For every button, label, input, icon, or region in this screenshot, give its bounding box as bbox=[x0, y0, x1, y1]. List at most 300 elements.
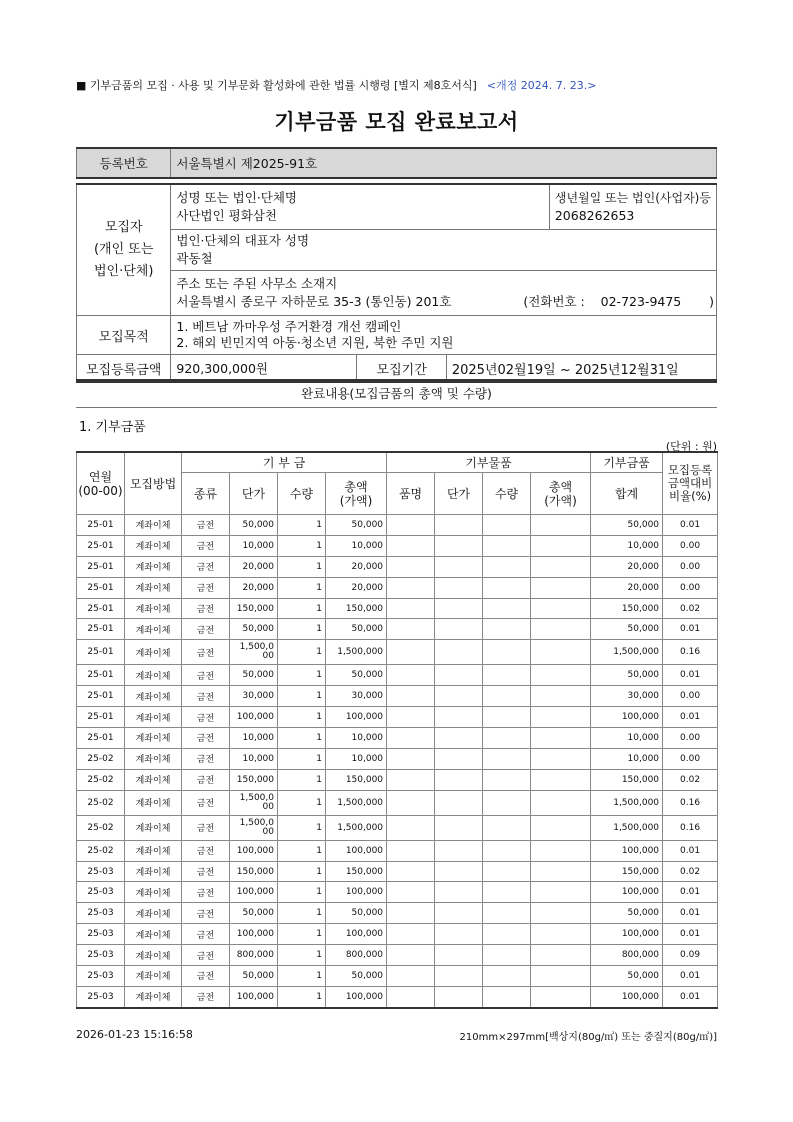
cell-goods-amount bbox=[531, 882, 591, 903]
cell-item bbox=[387, 665, 435, 686]
cell-qty: 1 bbox=[278, 945, 326, 966]
cell-goods-qty bbox=[483, 665, 531, 686]
cell-goods-amount bbox=[531, 966, 591, 987]
cell-unit-price: 50,000 bbox=[230, 665, 278, 686]
cell-amount: 50,000 bbox=[326, 515, 387, 536]
cell-goods-unit-price bbox=[435, 840, 483, 861]
cell-ratio: 0.00 bbox=[663, 728, 718, 749]
cell-month: 25-03 bbox=[77, 861, 125, 882]
cell-goods-qty bbox=[483, 640, 531, 665]
cell-amount: 100,000 bbox=[326, 707, 387, 728]
cell-goods-qty bbox=[483, 748, 531, 769]
cell-goods-qty bbox=[483, 769, 531, 790]
cell-amount: 1,500,000 bbox=[326, 815, 387, 840]
cell-item bbox=[387, 535, 435, 556]
cell-kind: 금전 bbox=[182, 535, 230, 556]
cell-unit-price: 10,000 bbox=[230, 535, 278, 556]
cell-ratio: 0.01 bbox=[663, 924, 718, 945]
cell-amount: 150,000 bbox=[326, 769, 387, 790]
phone-value: 02-723-9475 bbox=[600, 294, 682, 309]
cell-method: 계좌이체 bbox=[125, 815, 182, 840]
cell-kind: 금전 bbox=[182, 665, 230, 686]
cell-unit-price: 30,000 bbox=[230, 686, 278, 707]
cell-amount: 50,000 bbox=[326, 966, 387, 987]
addr-value: 서울특별시 종로구 자하문로 35-3 (통인동) 201호 bbox=[176, 294, 452, 309]
cell-amount: 50,000 bbox=[326, 903, 387, 924]
cell-sum: 50,000 bbox=[591, 619, 663, 640]
cell-method: 계좌이체 bbox=[125, 861, 182, 882]
cell-goods-qty bbox=[483, 815, 531, 840]
cell-goods-unit-price bbox=[435, 945, 483, 966]
cell-kind: 금전 bbox=[182, 619, 230, 640]
print-timestamp: 2026-01-23 15:16:58 bbox=[76, 1028, 193, 1041]
cell-amount: 20,000 bbox=[326, 577, 387, 598]
cell-item bbox=[387, 556, 435, 577]
cell-month: 25-02 bbox=[77, 815, 125, 840]
cell-amount: 150,000 bbox=[326, 598, 387, 619]
cell-ratio: 0.00 bbox=[663, 535, 718, 556]
cell-qty: 1 bbox=[278, 986, 326, 1007]
cell-goods-qty bbox=[483, 882, 531, 903]
cell-ratio: 0.01 bbox=[663, 882, 718, 903]
birth-label: 생년월일 또는 법인(사업자)등 bbox=[554, 191, 711, 205]
cell-qty: 1 bbox=[278, 598, 326, 619]
cell-method: 계좌이체 bbox=[125, 769, 182, 790]
cell-month: 25-03 bbox=[77, 945, 125, 966]
period-value: 2025년02월19일 ~ 2025년12월31일 bbox=[446, 355, 716, 383]
cell-goods-amount bbox=[531, 748, 591, 769]
cell-amount: 800,000 bbox=[326, 945, 387, 966]
cell-amount: 50,000 bbox=[326, 619, 387, 640]
cell-kind: 금전 bbox=[182, 577, 230, 598]
table-row bbox=[77, 903, 718, 924]
cell-method: 계좌이체 bbox=[125, 707, 182, 728]
cell-amount: 10,000 bbox=[326, 748, 387, 769]
cell-goods-unit-price bbox=[435, 861, 483, 882]
cell-item bbox=[387, 790, 435, 815]
law-reference bbox=[76, 77, 597, 93]
cell-goods-unit-price bbox=[435, 924, 483, 945]
cell-goods-qty bbox=[483, 790, 531, 815]
cell-kind: 금전 bbox=[182, 748, 230, 769]
cell-qty: 1 bbox=[278, 728, 326, 749]
cell-method: 계좌이체 bbox=[125, 515, 182, 536]
addr-label: 주소 또는 주된 사무소 소재지 bbox=[176, 276, 338, 291]
cell-qty: 1 bbox=[278, 882, 326, 903]
cell-sum: 20,000 bbox=[591, 556, 663, 577]
cell-kind: 금전 bbox=[182, 556, 230, 577]
table-row bbox=[77, 665, 718, 686]
cell-sum: 50,000 bbox=[591, 665, 663, 686]
cell-month: 25-01 bbox=[77, 640, 125, 665]
table-row bbox=[77, 966, 718, 987]
cell-goods-unit-price bbox=[435, 903, 483, 924]
birth-cell bbox=[549, 184, 716, 230]
cell-method: 계좌이체 bbox=[125, 966, 182, 987]
table-row bbox=[77, 686, 718, 707]
section-1-title: 1. 기부금품 bbox=[79, 420, 146, 435]
cell-item bbox=[387, 861, 435, 882]
cell-goods-amount bbox=[531, 515, 591, 536]
cell-unit-price: 20,000 bbox=[230, 556, 278, 577]
cell-sum: 1,500,000 bbox=[591, 815, 663, 840]
cell-method: 계좌이체 bbox=[125, 535, 182, 556]
cell-month: 25-03 bbox=[77, 966, 125, 987]
table-row bbox=[77, 728, 718, 749]
cell-method: 계좌이체 bbox=[125, 640, 182, 665]
table-row bbox=[77, 815, 718, 840]
amount-value: 920,300,000원 bbox=[171, 355, 357, 383]
cell-qty: 1 bbox=[278, 903, 326, 924]
cell-goods-qty bbox=[483, 686, 531, 707]
cell-goods-qty bbox=[483, 945, 531, 966]
amendment-date: <개정 2024. 7. 23.> bbox=[486, 79, 597, 92]
cell-unit-price: 800,000 bbox=[230, 945, 278, 966]
cell-unit-price: 50,000 bbox=[230, 966, 278, 987]
cell-goods-unit-price bbox=[435, 598, 483, 619]
cell-qty: 1 bbox=[278, 577, 326, 598]
cell-item bbox=[387, 769, 435, 790]
cell-ratio: 0.16 bbox=[663, 790, 718, 815]
cell-goods-amount bbox=[531, 903, 591, 924]
cell-month: 25-01 bbox=[77, 728, 125, 749]
cell-month: 25-02 bbox=[77, 790, 125, 815]
completion-section-title: 완료내용(모집금품의 총액 및 수량) bbox=[76, 379, 717, 408]
cell-month: 25-02 bbox=[77, 840, 125, 861]
cell-qty: 1 bbox=[278, 665, 326, 686]
table-row bbox=[77, 748, 718, 769]
cell-month: 25-01 bbox=[77, 619, 125, 640]
cell-method: 계좌이체 bbox=[125, 728, 182, 749]
cell-unit-price: 100,000 bbox=[230, 882, 278, 903]
purpose-cell bbox=[171, 316, 717, 355]
cell-ratio: 0.00 bbox=[663, 686, 718, 707]
cell-qty: 1 bbox=[278, 966, 326, 987]
cell-item bbox=[387, 640, 435, 665]
cell-item bbox=[387, 707, 435, 728]
cell-goods-amount bbox=[531, 945, 591, 966]
cell-qty: 1 bbox=[278, 748, 326, 769]
donation-rows bbox=[77, 515, 718, 1008]
col-method: 모집방법 bbox=[125, 452, 182, 515]
cell-unit-price: 10,000 bbox=[230, 748, 278, 769]
cell-amount: 20,000 bbox=[326, 556, 387, 577]
phone: (전화번호 : 02-723-9475 ) bbox=[523, 294, 714, 309]
cell-sum: 1,500,000 bbox=[591, 640, 663, 665]
cell-sum: 100,000 bbox=[591, 840, 663, 861]
cell-goods-qty bbox=[483, 577, 531, 598]
cell-goods-amount bbox=[531, 577, 591, 598]
cell-goods-amount bbox=[531, 556, 591, 577]
cell-unit-price bbox=[230, 815, 278, 840]
cell-goods-amount bbox=[531, 840, 591, 861]
cell-method: 계좌이체 bbox=[125, 903, 182, 924]
table-row bbox=[77, 535, 718, 556]
cell-sum: 150,000 bbox=[591, 598, 663, 619]
cell-goods-amount bbox=[531, 640, 591, 665]
cell-ratio: 0.01 bbox=[663, 707, 718, 728]
cell-ratio: 0.01 bbox=[663, 903, 718, 924]
rep-value: 곽동철 bbox=[176, 251, 213, 266]
cell-goods-unit-price bbox=[435, 728, 483, 749]
cell-month: 25-01 bbox=[77, 598, 125, 619]
cell-goods-qty bbox=[483, 966, 531, 987]
cell-method: 계좌이체 bbox=[125, 665, 182, 686]
cell-amount: 1,500,000 bbox=[326, 790, 387, 815]
cell-kind: 금전 bbox=[182, 840, 230, 861]
cell-ratio: 0.01 bbox=[663, 840, 718, 861]
cell-unit-price: 150,000 bbox=[230, 598, 278, 619]
cell-unit-price: 100,000 bbox=[230, 924, 278, 945]
cell-item bbox=[387, 986, 435, 1007]
cell-month: 25-01 bbox=[77, 556, 125, 577]
col-group-money: 기 부 금 bbox=[182, 452, 387, 473]
name-label: 성명 또는 법인·단체명 bbox=[176, 190, 297, 205]
cell-item bbox=[387, 924, 435, 945]
reg-no-value: 서울특별시 제2025-91호 bbox=[171, 148, 717, 178]
cell-unit-price bbox=[230, 640, 278, 665]
cell-sum: 10,000 bbox=[591, 535, 663, 556]
rep-label: 법인·단체의 대표자 성명 bbox=[176, 233, 310, 248]
table-row bbox=[77, 598, 718, 619]
cell-sum: 150,000 bbox=[591, 861, 663, 882]
col-unit-price: 단가 bbox=[230, 473, 278, 515]
cell-month: 25-03 bbox=[77, 986, 125, 1007]
cell-goods-amount bbox=[531, 861, 591, 882]
col-item: 품명 bbox=[387, 473, 435, 515]
purpose-2: 2. 해외 빈민지역 아동·청소년 지원, 북한 주민 지원 bbox=[176, 335, 454, 350]
cell-goods-unit-price bbox=[435, 556, 483, 577]
amount-label: 모집등록금액 bbox=[77, 355, 171, 383]
cell-sum: 50,000 bbox=[591, 903, 663, 924]
cell-amount: 100,000 bbox=[326, 840, 387, 861]
cell-ratio: 0.02 bbox=[663, 861, 718, 882]
cell-kind: 금전 bbox=[182, 924, 230, 945]
cell-sum: 150,000 bbox=[591, 769, 663, 790]
col-goods-amount: 총액 (가액) bbox=[531, 473, 591, 515]
cell-kind: 금전 bbox=[182, 945, 230, 966]
cell-method: 계좌이체 bbox=[125, 577, 182, 598]
cell-goods-unit-price bbox=[435, 815, 483, 840]
cell-qty: 1 bbox=[278, 515, 326, 536]
cell-method: 계좌이체 bbox=[125, 686, 182, 707]
period-label: 모집기간 bbox=[357, 355, 446, 383]
cell-ratio: 0.09 bbox=[663, 945, 718, 966]
cell-goods-amount bbox=[531, 924, 591, 945]
table-row bbox=[77, 945, 718, 966]
cell-method: 계좌이체 bbox=[125, 882, 182, 903]
cell-kind: 금전 bbox=[182, 728, 230, 749]
cell-unit-price: 150,000 bbox=[230, 861, 278, 882]
col-goods-unit-price: 단가 bbox=[435, 473, 483, 515]
cell-ratio: 0.01 bbox=[663, 966, 718, 987]
cell-unit-price: 100,000 bbox=[230, 840, 278, 861]
cell-sum: 100,000 bbox=[591, 986, 663, 1007]
col-qty: 수량 bbox=[278, 473, 326, 515]
cell-amount: 100,000 bbox=[326, 924, 387, 945]
cell-item bbox=[387, 686, 435, 707]
table-row bbox=[77, 556, 718, 577]
cell-month: 25-01 bbox=[77, 665, 125, 686]
table-row bbox=[77, 515, 718, 536]
cell-method: 계좌이체 bbox=[125, 945, 182, 966]
table-row bbox=[77, 882, 718, 903]
cell-amount: 50,000 bbox=[326, 665, 387, 686]
cell-amount: 1,500,000 bbox=[326, 640, 387, 665]
cell-month: 25-01 bbox=[77, 686, 125, 707]
cell-kind: 금전 bbox=[182, 640, 230, 665]
cell-unit-price: 10,000 bbox=[230, 728, 278, 749]
cell-month: 25-01 bbox=[77, 577, 125, 598]
cell-qty: 1 bbox=[278, 840, 326, 861]
cell-goods-unit-price bbox=[435, 769, 483, 790]
cell-method: 계좌이체 bbox=[125, 986, 182, 1007]
table-row bbox=[77, 790, 718, 815]
cell-goods-qty bbox=[483, 515, 531, 536]
cell-goods-amount bbox=[531, 769, 591, 790]
col-group-goods: 기부물품 bbox=[387, 452, 591, 473]
cell-unit-price: 50,000 bbox=[230, 515, 278, 536]
name-value: 사단법인 평화삼천 bbox=[176, 208, 277, 223]
cell-goods-qty bbox=[483, 728, 531, 749]
cell-sum: 50,000 bbox=[591, 515, 663, 536]
cell-month: 25-01 bbox=[77, 515, 125, 536]
cell-item bbox=[387, 598, 435, 619]
cell-goods-amount bbox=[531, 535, 591, 556]
cell-goods-qty bbox=[483, 707, 531, 728]
table-row bbox=[77, 577, 718, 598]
cell-qty: 1 bbox=[278, 619, 326, 640]
cell-item bbox=[387, 515, 435, 536]
purpose-1: 1. 베트남 까마우성 주거환경 개선 캠페인 bbox=[176, 319, 402, 334]
cell-amount: 150,000 bbox=[326, 861, 387, 882]
cell-sum: 800,000 bbox=[591, 945, 663, 966]
cell-month: 25-01 bbox=[77, 707, 125, 728]
cell-qty: 1 bbox=[278, 769, 326, 790]
cell-goods-qty bbox=[483, 598, 531, 619]
cell-goods-unit-price bbox=[435, 966, 483, 987]
cell-goods-unit-price bbox=[435, 882, 483, 903]
cell-amount: 10,000 bbox=[326, 728, 387, 749]
cell-goods-amount bbox=[531, 728, 591, 749]
cell-month: 25-03 bbox=[77, 882, 125, 903]
cell-amount: 10,000 bbox=[326, 535, 387, 556]
cell-goods-qty bbox=[483, 986, 531, 1007]
cell-goods-amount bbox=[531, 619, 591, 640]
col-goods-qty: 수량 bbox=[483, 473, 531, 515]
cell-goods-qty bbox=[483, 840, 531, 861]
law-text: ■ 기부금품의 모집 · 사용 및 기부문화 활성화에 관한 법률 시행령 [별지 제8호서식] bbox=[76, 79, 477, 92]
cell-sum: 50,000 bbox=[591, 966, 663, 987]
cell-month: 25-01 bbox=[77, 535, 125, 556]
unit-price-wrapped: 1,500,000 bbox=[239, 792, 274, 812]
cell-unit-price bbox=[230, 790, 278, 815]
cell-kind: 금전 bbox=[182, 598, 230, 619]
cell-kind: 금전 bbox=[182, 515, 230, 536]
cell-item bbox=[387, 748, 435, 769]
cell-goods-unit-price bbox=[435, 577, 483, 598]
cell-qty: 1 bbox=[278, 535, 326, 556]
cell-qty: 1 bbox=[278, 640, 326, 665]
cell-goods-unit-price bbox=[435, 665, 483, 686]
cell-method: 계좌이체 bbox=[125, 556, 182, 577]
cell-sum: 100,000 bbox=[591, 707, 663, 728]
cell-kind: 금전 bbox=[182, 707, 230, 728]
cell-method: 계좌이체 bbox=[125, 748, 182, 769]
cell-amount: 100,000 bbox=[326, 986, 387, 1007]
cell-kind: 금전 bbox=[182, 769, 230, 790]
table-row bbox=[77, 840, 718, 861]
cell-qty: 1 bbox=[278, 924, 326, 945]
registration-info-table bbox=[76, 147, 717, 383]
cell-kind: 금전 bbox=[182, 903, 230, 924]
cell-method: 계좌이체 bbox=[125, 598, 182, 619]
cell-goods-amount bbox=[531, 790, 591, 815]
cell-item bbox=[387, 815, 435, 840]
cell-kind: 금전 bbox=[182, 882, 230, 903]
cell-goods-qty bbox=[483, 903, 531, 924]
cell-goods-unit-price bbox=[435, 619, 483, 640]
cell-qty: 1 bbox=[278, 790, 326, 815]
col-ratio: 모집등록 금액대비 비율(%) bbox=[663, 452, 718, 515]
cell-amount: 100,000 bbox=[326, 882, 387, 903]
cell-goods-unit-price bbox=[435, 986, 483, 1007]
phone-label: (전화번호 : bbox=[523, 294, 585, 309]
cell-method: 계좌이체 bbox=[125, 790, 182, 815]
cell-goods-amount bbox=[531, 665, 591, 686]
cell-unit-price: 100,000 bbox=[230, 986, 278, 1007]
cell-goods-unit-price bbox=[435, 748, 483, 769]
col-kind: 종류 bbox=[182, 473, 230, 515]
cell-qty: 1 bbox=[278, 686, 326, 707]
cell-qty: 1 bbox=[278, 556, 326, 577]
cell-kind: 금전 bbox=[182, 815, 230, 840]
cell-sum: 100,000 bbox=[591, 924, 663, 945]
cell-unit-price: 50,000 bbox=[230, 903, 278, 924]
cell-ratio: 0.00 bbox=[663, 556, 718, 577]
cell-goods-unit-price bbox=[435, 686, 483, 707]
cell-qty: 1 bbox=[278, 707, 326, 728]
cell-item bbox=[387, 903, 435, 924]
unit-note: (단위 : 원) bbox=[665, 440, 717, 453]
collector-label: 모집자 (개인 또는 법인·단체) bbox=[77, 184, 171, 316]
cell-goods-amount bbox=[531, 986, 591, 1007]
cell-goods-unit-price bbox=[435, 790, 483, 815]
cell-ratio: 0.01 bbox=[663, 515, 718, 536]
cell-goods-unit-price bbox=[435, 640, 483, 665]
cell-unit-price: 20,000 bbox=[230, 577, 278, 598]
cell-ratio: 0.00 bbox=[663, 577, 718, 598]
donation-table bbox=[76, 451, 718, 1009]
cell-item bbox=[387, 966, 435, 987]
cell-kind: 금전 bbox=[182, 686, 230, 707]
cell-goods-qty bbox=[483, 924, 531, 945]
cell-goods-amount bbox=[531, 707, 591, 728]
cell-goods-qty bbox=[483, 619, 531, 640]
cell-unit-price: 100,000 bbox=[230, 707, 278, 728]
document-title: 기부금품 모집 완료보고서 bbox=[274, 110, 519, 134]
purpose-label: 모집목적 bbox=[77, 316, 171, 355]
reg-no-label: 등록번호 bbox=[77, 148, 171, 178]
cell-item bbox=[387, 840, 435, 861]
table-row bbox=[77, 640, 718, 665]
cell-item bbox=[387, 945, 435, 966]
cell-goods-qty bbox=[483, 861, 531, 882]
cell-goods-amount bbox=[531, 815, 591, 840]
cell-ratio: 0.02 bbox=[663, 598, 718, 619]
unit-price-wrapped: 1,500,000 bbox=[239, 642, 274, 662]
cell-ratio: 0.00 bbox=[663, 748, 718, 769]
